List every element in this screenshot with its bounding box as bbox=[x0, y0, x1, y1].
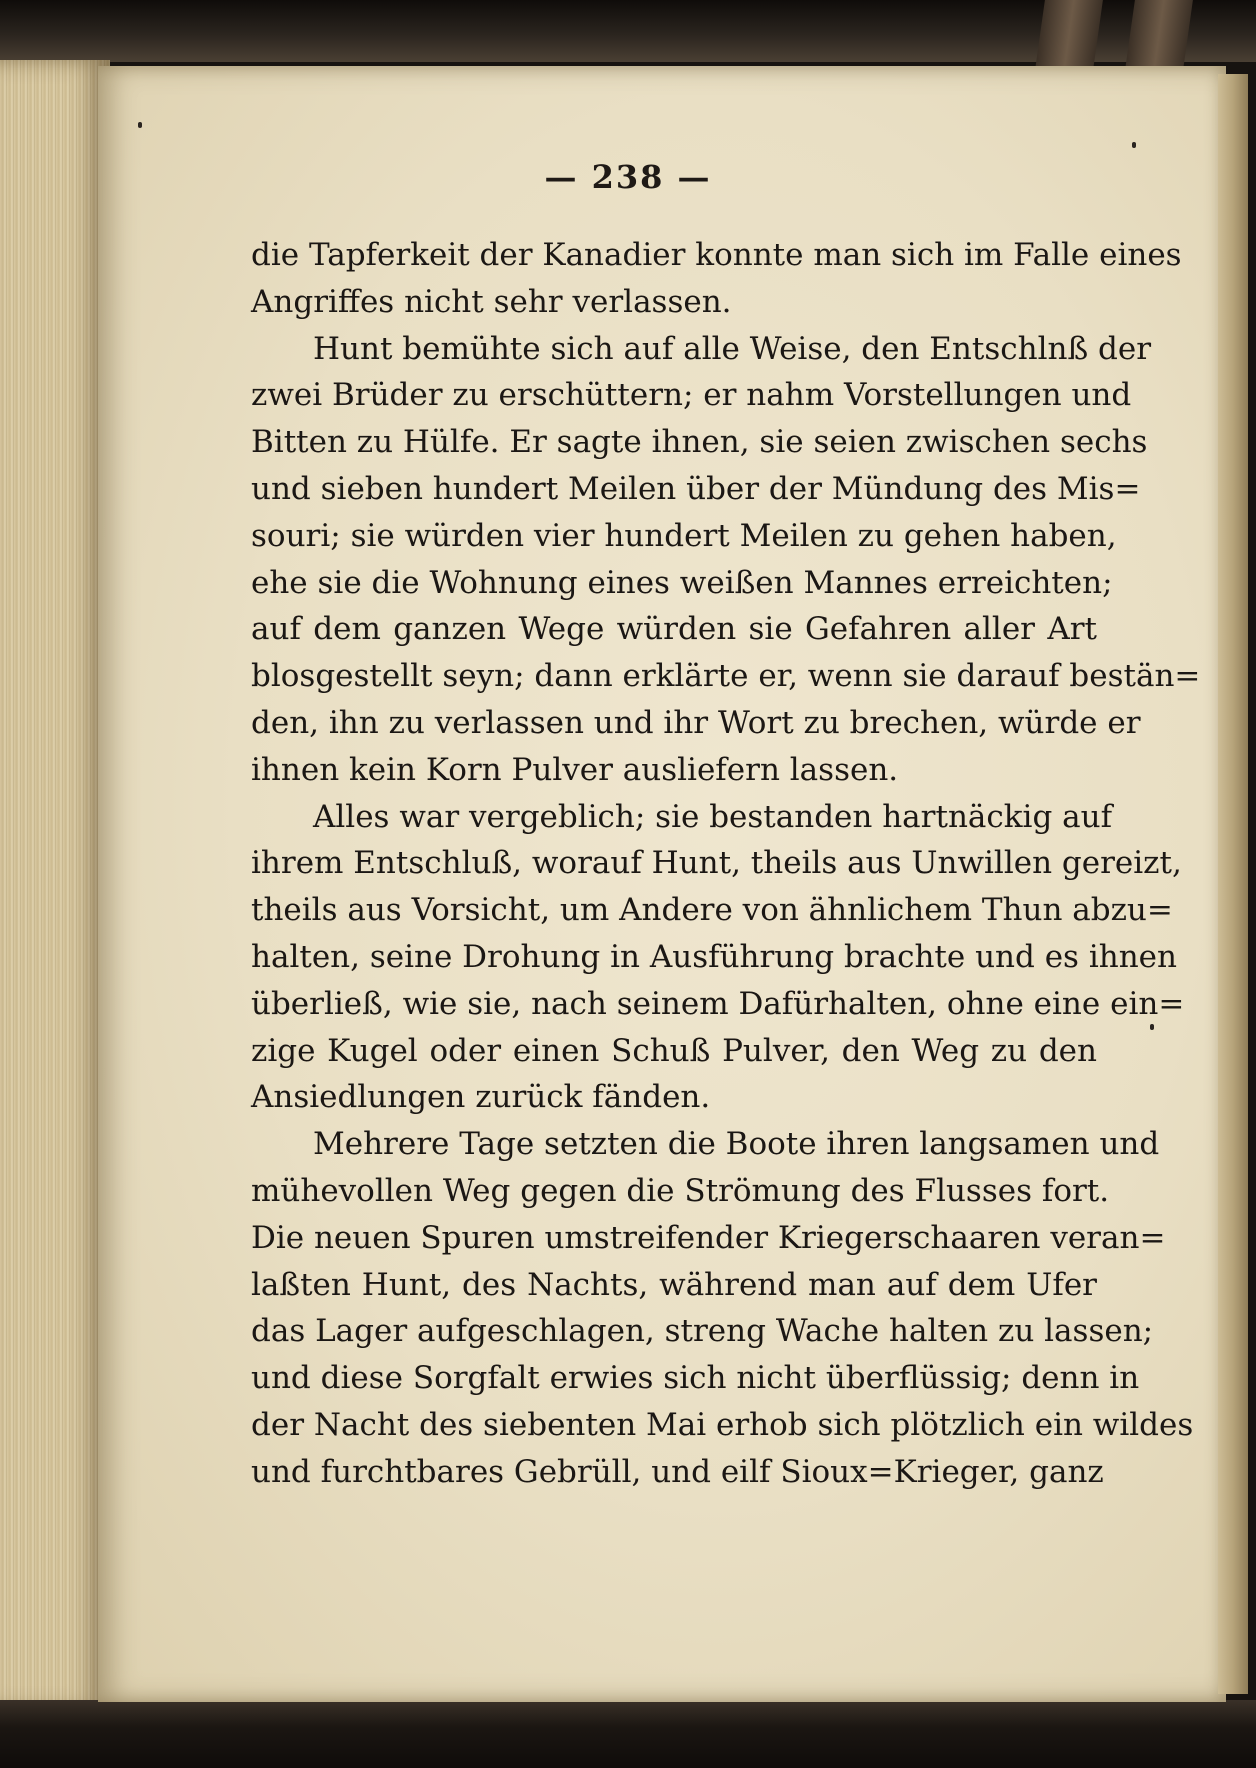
text-line: ihrem Entschluß, worauf Hunt, theils aus Unwillen gereizt, bbox=[251, 845, 1182, 882]
body-text bbox=[251, 232, 1201, 1496]
text-line: überließ, wie sie, nach seinem Dafürhalten, ohne eine ein= bbox=[251, 985, 1185, 1022]
text-line: und sieben hundert Meilen über der Mündung des Mis= bbox=[251, 470, 1141, 507]
ink-speck bbox=[1150, 1024, 1154, 1030]
text-line: halten, seine Drohung in Ausführung brachte und es ihnen bbox=[251, 938, 1177, 975]
text-line: das Lager aufgeschlagen, streng Wache halten zu lassen; bbox=[251, 1313, 1154, 1350]
text-line: blosgestellt seyn; dann erklärte er, wenn sie darauf bestän= bbox=[251, 658, 1201, 695]
text-line: theils aus Vorsicht, um Andere von ähnlichem Thun abzu= bbox=[251, 892, 1173, 929]
text-line: souri; sie würden vier hundert Meilen zu gehen haben, bbox=[251, 517, 1117, 554]
text-line: und diese Sorgfalt erwies sich nicht überflüssig; denn in bbox=[251, 1360, 1140, 1397]
text-line: Mehrere Tage setzten die Boote ihren langsamen und bbox=[313, 1126, 1160, 1163]
text-line: Alles war vergeblich; sie bestanden hartnäckig auf bbox=[313, 798, 1113, 835]
page-edges-left bbox=[0, 60, 110, 1710]
text-line: Ansiedlungen zurück fänden. bbox=[251, 1079, 711, 1116]
text-line: Die neuen Spuren umstreifender Kriegerschaaren veran= bbox=[251, 1219, 1166, 1256]
text-line: die Tapferkeit der Kanadier konnte man sich im Falle eines bbox=[251, 237, 1182, 273]
text-line: und furchtbares Gebrüll, und eilf Sioux=Krieger, ganz bbox=[251, 1453, 1104, 1490]
text-line: der Nacht des siebenten Mai erhob sich plötzlich ein wildes bbox=[251, 1406, 1194, 1443]
text-line: auf dem ganzen Wege würden sie Gefahren aller Art bbox=[251, 611, 1097, 648]
ink-speck bbox=[1132, 142, 1136, 148]
binding-strap-left bbox=[1035, 0, 1103, 70]
text-line: zwei Brüder zu erschüttern; er nahm Vorstellungen und bbox=[251, 377, 1132, 414]
ink-speck bbox=[138, 122, 142, 128]
text-line: Bitten zu Hülfe. Er sagte ihnen, sie seien zwischen sechs bbox=[251, 424, 1148, 461]
page-number: — 238 — bbox=[544, 158, 712, 196]
book-bottom-binding bbox=[0, 1700, 1256, 1768]
text-line: ehe sie die Wohnung eines weißen Mannes erreichten; bbox=[251, 564, 1113, 601]
text-line: Angriffes nicht sehr verlassen. bbox=[251, 283, 732, 320]
text-line: Hunt bemühte sich auf alle Weise, den Entschlnß der bbox=[313, 330, 1152, 367]
page-edge-right bbox=[1218, 74, 1248, 1694]
text-line: ihnen kein Korn Pulver ausliefern lassen. bbox=[251, 751, 899, 788]
text-line: den, ihn zu verlassen und ihr Wort zu brechen, würde er bbox=[251, 704, 1141, 741]
text-line: zige Kugel oder einen Schuß Pulver, den Weg zu den bbox=[251, 1032, 1097, 1069]
text-line: mühevollen Weg gegen die Strömung des Flusses fort. bbox=[251, 1172, 1110, 1209]
binding-strap-right bbox=[1125, 0, 1193, 70]
text-line: laßten Hunt, des Nachts, während man auf dem Ufer bbox=[251, 1266, 1097, 1303]
